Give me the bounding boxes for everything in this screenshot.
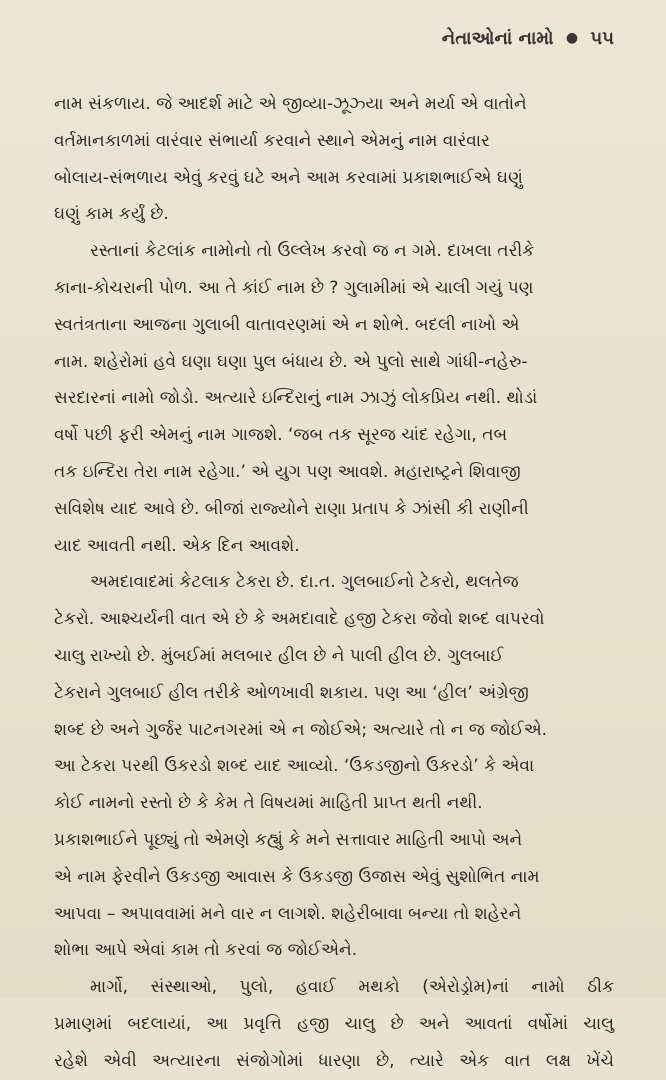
text-line: એ નામ ફેરવીને ઉકડજી આવાસ કે ઉકડજી ઉજાસ એવું સુશોભિત નામ (54, 866, 540, 887)
text-line: તક ઇન્દિરા તેરા નામ રહેગા.’ એ યુગ પણ આવશે. મહારાષ્ટ્રને શિવાજી (54, 461, 521, 482)
chapter-title: નેતાઓનાં નામો (441, 28, 554, 49)
text-line: રસ્તાનાં કેટલાંક નામોનો તો ઉલ્લેખ કરવો જ ન ગમે. દાખલા તરીકે (90, 241, 535, 262)
text-line: સ્વતંત્રતાના આજના ગુલાબી વાતાવરણમાં એ ન શોભે. બદલી નાખો એ (54, 314, 520, 335)
text-line: નામ. શહેરોમાં હવે ઘણા ઘણા પુલ બંધાય છે. એ પુલો સાથે ગાંધી-નહેરુ- (54, 351, 528, 372)
text-line: સવિશેષ યાદ આવે છે. બીજાં રાજ્યોને રાણા પ્રતાપ કે ઝાંસી કી રાણીની (54, 498, 529, 519)
body-text (54, 86, 614, 1080)
text-line: રહેશે એવી અત્યારના સંજોગોમાં ધારણા છે, ત્યારે એક વાત લક્ષ ખેંચે (54, 1050, 614, 1071)
running-head (442, 28, 614, 49)
text-line: આ ટેકરા પરથી ઉકરડો શબ્દ યાદ આવ્યો. ‘ઉકડજીનો ઉકરડો’ કે એવા (54, 756, 535, 777)
paragraph-1 (54, 86, 614, 233)
text-line: વર્તમાનકાળમાં વારંવાર સંભાર્યા કરવાને સ્થાને એમનું નામ વારંવાર (54, 130, 490, 151)
text-line: કાના-કોચરાની પોળ. આ તે કાંઈ નામ છે ? ગુલામીમાં એ ચાલી ગયું પણ (54, 277, 534, 298)
text-line: બોલાય-સંભળાય એવું કરવું ઘટે અને આમ કરવામાં પ્રકાશભાઈએ ઘણું (54, 167, 523, 188)
text-line: ટેકરો. આશ્ચર્યની વાત એ છે કે અમદાવાદે હજી ટેકરા જેવો શબ્દ વાપરવો (54, 609, 545, 630)
paragraph-4 (54, 969, 614, 1079)
text-line: શબ્દ છે અને ગુર્જર પાટનગરમાં એ ન જોઈએ; અત્યારે તો ન જ જોઈએ. (54, 719, 548, 740)
text-line: ચાલુ રાખ્યો છે. મુંબઈમાં મલબાર હીલ છે ને પાલી હીલ છે. ગુલબાઈ (54, 645, 504, 666)
text-line: ઘણું કામ કર્યું છે. (54, 204, 169, 225)
text-line: વર્ષો પછી ફરી એમનું નામ ગાજશે. ‘જબ તક સૂરજ ચાંદ રહેગા, તબ (54, 425, 508, 446)
text-line: માર્ગો, સંસ્થાઓ, પુલો, હવાઈ મથકો (એરોડ્રોમ)નાં નામો ઠીક (90, 977, 614, 998)
text-line: પ્રકાશભાઈને પૂછ્યું તો એમણે કહ્યું કે મને સત્તાવાર માહિતી આપો અને (54, 829, 523, 850)
paragraph-2 (54, 233, 614, 564)
text-line: કોઈ નામનો રસ્તો છે કે કેમ તે વિષયમાં માહિતી પ્રાપ્ત થતી નથી. (54, 793, 483, 814)
bullet-separator: ● (565, 30, 579, 46)
text-line: પ્રમાણમાં બદલાયાં, આ પ્રવૃત્તિ હજી ચાલુ છે અને આવતાં વર્ષોમાં ચાલુ (54, 1013, 614, 1034)
text-line: અમદાવાદમાં કેટલાક ટેકરા છે. દા.ત. ગુલબાઈનો ટેકરો, થલતેજ (90, 572, 519, 593)
text-line: સરદારનાં નામો જોડો. અત્યારે ઇન્દિરાનું નામ ઝાઝું લોકપ્રિય નથી. થોડાં (54, 388, 538, 409)
text-line: યાદ આવતી નથી. એક દિન આવશે. (54, 535, 300, 556)
text-line: ટેકરાને ગુલબાઈ હીલ તરીકે ઓળખાવી શકાય. પણ આ ‘હીલ’ અંગ્રેજી (54, 682, 529, 703)
page-number: ૫૫ (590, 28, 614, 49)
text-line: નામ સંકળાય. જે આદર્શ માટે એ જીવ્યા-ઝૂઝ્યા અને મર્યા એ વાતોને (54, 94, 527, 114)
paragraph-3 (54, 564, 614, 969)
text-line: શોભા આપે એવાં કામ તો કરવાં જ જોઈએને. (54, 940, 358, 961)
text-line: આપવા – અપાવવામાં મને વાર ન લાગશે. શહેરીબાવા બન્યા તો શહેરને (54, 903, 522, 924)
